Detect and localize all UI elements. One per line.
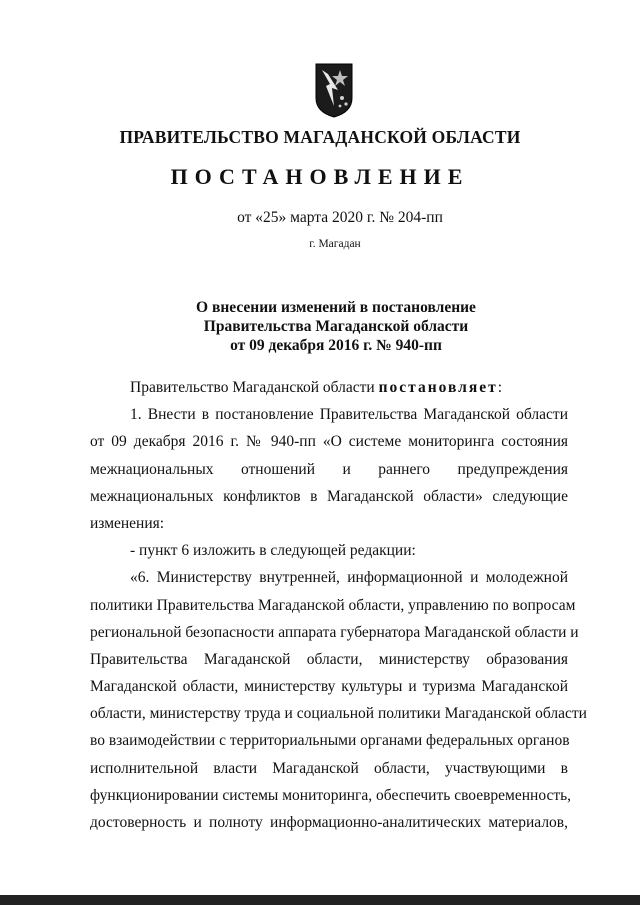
body-line: политики Правительства Магаданской области, управлению по вопросам — [90, 596, 576, 614]
body-line: межнациональных отношений и раннего предупреждения — [90, 460, 568, 478]
city-name: г. Магадан — [309, 238, 361, 250]
document-body — [90, 374, 587, 836]
body-line: межнациональных конфликтов в Магаданской области» следующие — [90, 487, 568, 505]
intro-spaced-word: постановляет — [378, 379, 498, 396]
intro-colon: : — [497, 379, 503, 396]
intro-text: Правительство Магаданской области — [130, 379, 379, 396]
body-line: области, министерству труда и социальной политики Магаданской области — [90, 705, 587, 723]
scan-bottom-edge — [0, 895, 640, 905]
document-type: ПОСТАНОВЛЕНИЕ — [170, 164, 470, 189]
subject-line: Правительства Магаданской области — [203, 318, 469, 335]
document-subject — [0, 298, 640, 355]
body-line: 1. Внести в постановление Правительства Магаданской области — [130, 406, 568, 424]
body-line: региональной безопасности аппарата губернатора Магаданской области и — [90, 623, 579, 641]
body-line: «6. Министерству внутренней, информационной и молодежной — [130, 569, 568, 587]
subject-line: О внесении изменений в постановление — [196, 299, 476, 316]
body-line: изменения: — [90, 514, 165, 532]
body-line: функционировании системы мониторинга, обеспечить своевременность, — [90, 786, 572, 804]
coat-of-arms-emblem-icon — [314, 62, 354, 118]
intro-paragraph — [90, 374, 568, 401]
body-line: во взаимодействии с территориальными органами федеральных органов — [90, 732, 570, 750]
government-title: ПРАВИТЕЛЬСТВО МАГАДАНСКОЙ ОБЛАСТИ — [119, 127, 521, 147]
subject-line: от 09 декабря 2016 г. № 940-пп — [230, 337, 442, 354]
body-line: - пункт 6 изложить в следующей редакции: — [130, 542, 416, 560]
body-line: достоверность и полноту информационно-аналитических материалов, — [90, 814, 568, 831]
document-date-number: от «25» марта 2020 г. № 204-пп — [237, 209, 443, 226]
body-line: Правительства Магаданской области, министерству образования — [90, 650, 568, 668]
body-line: исполнительной власти Магаданской области, участвующими в — [90, 759, 568, 777]
body-line: от 09 декабря 2016 г. № 940-пп «О системе мониторинга состояния — [90, 433, 568, 451]
body-line: Магаданской области, министерству культуры и туризма Магаданской — [90, 678, 568, 696]
